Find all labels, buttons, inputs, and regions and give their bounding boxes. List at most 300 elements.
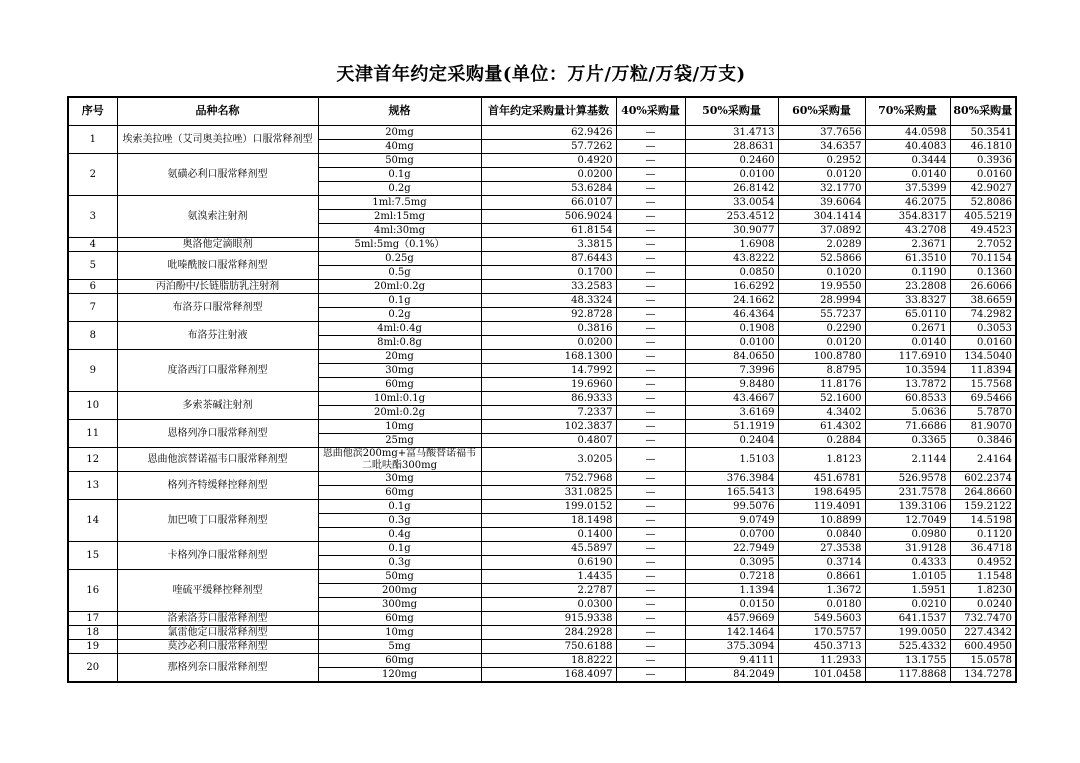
row-index-cell: 16: [68, 570, 117, 612]
pct80-cell: 602.2374: [950, 472, 1016, 486]
base-qty-cell: 0.0300: [481, 598, 616, 612]
base-qty-cell: 62.9426: [481, 126, 616, 140]
pct40-cell: —: [616, 654, 685, 668]
spec-cell: 0.2g: [318, 182, 481, 196]
row-index-cell: 18: [68, 626, 117, 640]
header-cell-pct50: 50%采购量: [685, 97, 778, 126]
spec-cell: 20ml:0.2g: [318, 406, 481, 420]
pct70-cell: 23.2808: [865, 280, 950, 294]
spec-cell: 2ml:15mg: [318, 210, 481, 224]
base-qty-cell: 33.2583: [481, 280, 616, 294]
pct40-cell: —: [616, 584, 685, 598]
pct70-cell: 526.9578: [865, 472, 950, 486]
spec-cell: 200mg: [318, 584, 481, 598]
base-qty-cell: 61.8154: [481, 224, 616, 238]
row-index-cell: 19: [68, 640, 117, 654]
pct40-cell: —: [616, 350, 685, 364]
row-index-cell: 8: [68, 322, 117, 350]
header-cell-drug-name: 品种名称: [117, 97, 318, 126]
pct50-cell: 375.3094: [685, 640, 778, 654]
pct60-cell: 10.8899: [778, 514, 865, 528]
base-qty-cell: 87.6443: [481, 252, 616, 266]
base-qty-cell: 1.4435: [481, 570, 616, 584]
pct60-cell: 1.3672: [778, 584, 865, 598]
spec-cell: 0.3g: [318, 514, 481, 528]
spec-cell: 1ml:7.5mg: [318, 196, 481, 210]
pct80-cell: 69.5466: [950, 392, 1016, 406]
spec-cell: 25mg: [318, 434, 481, 448]
table-row: [68, 626, 1016, 640]
table-row: [68, 392, 1016, 406]
pct50-cell: 165.5413: [685, 486, 778, 500]
pct60-cell: 8.8795: [778, 364, 865, 378]
pct40-cell: —: [616, 640, 685, 654]
pct50-cell: 142.1464: [685, 626, 778, 640]
pct60-cell: 55.7237: [778, 308, 865, 322]
pct50-cell: 1.6908: [685, 238, 778, 252]
pct40-cell: —: [616, 378, 685, 392]
pct70-cell: 231.7578: [865, 486, 950, 500]
base-qty-cell: 0.1700: [481, 266, 616, 280]
base-qty-cell: 915.9338: [481, 612, 616, 626]
pct80-cell: 50.3541: [950, 126, 1016, 140]
pct60-cell: 52.5866: [778, 252, 865, 266]
pct80-cell: 2.4164: [950, 448, 1016, 472]
base-qty-cell: 18.1498: [481, 514, 616, 528]
pct60-cell: 28.9994: [778, 294, 865, 308]
pct70-cell: 0.2671: [865, 322, 950, 336]
pct60-cell: 101.0458: [778, 668, 865, 683]
drug-name-cell: 卡格列净口服常释剂型: [117, 542, 318, 570]
base-qty-cell: 2.2787: [481, 584, 616, 598]
pct50-cell: 376.3984: [685, 472, 778, 486]
pct40-cell: —: [616, 598, 685, 612]
base-qty-cell: 57.7262: [481, 140, 616, 154]
pct60-cell: 0.0840: [778, 528, 865, 542]
row-index-cell: 6: [68, 280, 117, 294]
pct60-cell: 450.3713: [778, 640, 865, 654]
pct80-cell: 0.3936: [950, 154, 1016, 168]
base-qty-cell: 92.8728: [481, 308, 616, 322]
pct40-cell: —: [616, 406, 685, 420]
pct50-cell: 0.2460: [685, 154, 778, 168]
pct80-cell: 36.4718: [950, 542, 1016, 556]
drug-name-cell: 恩格列净口服常释剂型: [117, 420, 318, 448]
table-row: [68, 252, 1016, 266]
pct50-cell: 43.4667: [685, 392, 778, 406]
pct50-cell: 457.9669: [685, 612, 778, 626]
pct80-cell: 81.9070: [950, 420, 1016, 434]
base-qty-cell: 3.3815: [481, 238, 616, 252]
spec-cell: 60mg: [318, 654, 481, 668]
spec-cell: 0.25g: [318, 252, 481, 266]
drug-name-cell: 洛索洛芬口服常释剂型: [117, 612, 318, 626]
pct40-cell: —: [616, 472, 685, 486]
pct70-cell: 44.0598: [865, 126, 950, 140]
row-index-cell: 3: [68, 196, 117, 238]
spec-cell: 50mg: [318, 570, 481, 584]
page-title: 天津首年约定采购量(单位：万片/万粒/万袋/万支): [336, 64, 746, 85]
pct70-cell: 0.0140: [865, 168, 950, 182]
spec-cell: 0.2g: [318, 308, 481, 322]
pct80-cell: 0.4952: [950, 556, 1016, 570]
spec-cell: 20mg: [318, 126, 481, 140]
pct80-cell: 264.8660: [950, 486, 1016, 500]
pct50-cell: 0.1908: [685, 322, 778, 336]
base-qty-cell: 199.0152: [481, 500, 616, 514]
pct70-cell: 43.2708: [865, 224, 950, 238]
pct60-cell: 451.6781: [778, 472, 865, 486]
table-row: [68, 570, 1016, 584]
pct50-cell: 33.0054: [685, 196, 778, 210]
table-row: [68, 542, 1016, 556]
pct70-cell: 46.2075: [865, 196, 950, 210]
row-index-cell: 4: [68, 238, 117, 252]
pct60-cell: 304.1414: [778, 210, 865, 224]
pct40-cell: —: [616, 626, 685, 640]
drug-name-cell: 氨溴索注射剂: [117, 196, 318, 238]
base-qty-cell: 0.3816: [481, 322, 616, 336]
drug-name-cell: 氯雷他定口服常释剂型: [117, 626, 318, 640]
pct80-cell: 0.0160: [950, 336, 1016, 350]
pct70-cell: 5.0636: [865, 406, 950, 420]
base-qty-cell: 0.6190: [481, 556, 616, 570]
pct80-cell: 49.4523: [950, 224, 1016, 238]
base-qty-cell: 168.4097: [481, 668, 616, 683]
spec-cell: 10mg: [318, 420, 481, 434]
pct70-cell: 1.0105: [865, 570, 950, 584]
drug-name-cell: 布洛芬口服常释剂型: [117, 294, 318, 322]
pct70-cell: 65.0110: [865, 308, 950, 322]
pct40-cell: —: [616, 294, 685, 308]
pct40-cell: —: [616, 486, 685, 500]
pct40-cell: —: [616, 210, 685, 224]
table-row: [68, 154, 1016, 168]
pct50-cell: 0.0100: [685, 336, 778, 350]
pct60-cell: 32.1770: [778, 182, 865, 196]
pct40-cell: —: [616, 668, 685, 683]
pct80-cell: 1.8230: [950, 584, 1016, 598]
pct40-cell: —: [616, 392, 685, 406]
pct50-cell: 43.8222: [685, 252, 778, 266]
pct80-cell: 732.7470: [950, 612, 1016, 626]
header-cell-index: 序号: [68, 97, 117, 126]
spec-cell: 0.1g: [318, 500, 481, 514]
base-qty-cell: 48.3324: [481, 294, 616, 308]
pct40-cell: —: [616, 500, 685, 514]
pct80-cell: 0.1360: [950, 266, 1016, 280]
pct40-cell: —: [616, 182, 685, 196]
pct60-cell: 119.4091: [778, 500, 865, 514]
spec-cell: 4ml:0.4g: [318, 322, 481, 336]
base-qty-cell: 752.7968: [481, 472, 616, 486]
pct70-cell: 71.6686: [865, 420, 950, 434]
row-index-cell: 9: [68, 350, 117, 392]
row-index-cell: 1: [68, 126, 117, 154]
pct50-cell: 26.8142: [685, 182, 778, 196]
header-cell-pct70: 70%采购量: [865, 97, 950, 126]
pct40-cell: —: [616, 448, 685, 472]
pct50-cell: 84.2049: [685, 668, 778, 683]
pct50-cell: 7.3996: [685, 364, 778, 378]
pct50-cell: 0.7218: [685, 570, 778, 584]
pct40-cell: —: [616, 570, 685, 584]
base-qty-cell: 0.1400: [481, 528, 616, 542]
pct40-cell: —: [616, 364, 685, 378]
drug-name-cell: 加巴喷丁口服常释剂型: [117, 500, 318, 542]
pct50-cell: 0.0150: [685, 598, 778, 612]
pct40-cell: —: [616, 252, 685, 266]
drug-name-cell: 奥洛他定滴眼剂: [117, 238, 318, 252]
pct70-cell: 37.5399: [865, 182, 950, 196]
row-index-cell: 15: [68, 542, 117, 570]
pct60-cell: 27.3538: [778, 542, 865, 556]
pct50-cell: 9.4111: [685, 654, 778, 668]
pct60-cell: 39.6064: [778, 196, 865, 210]
pct50-cell: 0.0700: [685, 528, 778, 542]
base-qty-cell: 18.8222: [481, 654, 616, 668]
pct70-cell: 0.0210: [865, 598, 950, 612]
pct60-cell: 0.0120: [778, 168, 865, 182]
spec-cell: 5ml:5mg（0.1%）: [318, 238, 481, 252]
row-index-cell: 14: [68, 500, 117, 542]
pct50-cell: 28.8631: [685, 140, 778, 154]
pct70-cell: 0.3365: [865, 434, 950, 448]
pct80-cell: 1.1548: [950, 570, 1016, 584]
pct80-cell: 70.1154: [950, 252, 1016, 266]
header-cell-spec: 规格: [318, 97, 481, 126]
pct80-cell: 134.5040: [950, 350, 1016, 364]
pct50-cell: 84.0650: [685, 350, 778, 364]
pct70-cell: 12.7049: [865, 514, 950, 528]
pct40-cell: —: [616, 140, 685, 154]
drug-name-cell: 格列齐特缓释控释剂型: [117, 472, 318, 500]
table-row: [68, 500, 1016, 514]
pct50-cell: 0.3095: [685, 556, 778, 570]
base-qty-cell: 19.6960: [481, 378, 616, 392]
spec-cell: 60mg: [318, 378, 481, 392]
base-qty-cell: 168.1300: [481, 350, 616, 364]
pct60-cell: 549.5603: [778, 612, 865, 626]
table-row: [68, 654, 1016, 668]
base-qty-cell: 0.0200: [481, 336, 616, 350]
pct80-cell: 26.6066: [950, 280, 1016, 294]
pct40-cell: —: [616, 154, 685, 168]
pct70-cell: 31.9128: [865, 542, 950, 556]
pct70-cell: 0.0980: [865, 528, 950, 542]
pct80-cell: 159.2122: [950, 500, 1016, 514]
pct40-cell: —: [616, 308, 685, 322]
row-index-cell: 10: [68, 392, 117, 420]
pct80-cell: 15.0578: [950, 654, 1016, 668]
base-qty-cell: 3.0205: [481, 448, 616, 472]
base-qty-cell: 0.4920: [481, 154, 616, 168]
pct70-cell: 525.4332: [865, 640, 950, 654]
pct70-cell: 13.7872: [865, 378, 950, 392]
pct80-cell: 5.7870: [950, 406, 1016, 420]
table-row: [68, 280, 1016, 294]
pct50-cell: 30.9077: [685, 224, 778, 238]
pct40-cell: —: [616, 196, 685, 210]
pct50-cell: 0.2404: [685, 434, 778, 448]
pct70-cell: 10.3594: [865, 364, 950, 378]
pct50-cell: 1.1394: [685, 584, 778, 598]
pct70-cell: 0.1190: [865, 266, 950, 280]
spec-cell: 40mg: [318, 140, 481, 154]
pct50-cell: 51.1919: [685, 420, 778, 434]
spec-cell: 20mg: [318, 350, 481, 364]
pct40-cell: —: [616, 542, 685, 556]
header-cell-pct80: 80%采购量: [950, 97, 1016, 126]
base-qty-cell: 102.3837: [481, 420, 616, 434]
pct50-cell: 3.6169: [685, 406, 778, 420]
table-row: [68, 640, 1016, 654]
pct70-cell: 2.3671: [865, 238, 950, 252]
pct60-cell: 61.4302: [778, 420, 865, 434]
table-header-row: [68, 97, 1016, 126]
pct50-cell: 1.5103: [685, 448, 778, 472]
spec-cell: 30mg: [318, 364, 481, 378]
spec-cell: 5mg: [318, 640, 481, 654]
table-row: [68, 294, 1016, 308]
pct60-cell: 37.7656: [778, 126, 865, 140]
pct70-cell: 13.1755: [865, 654, 950, 668]
spec-cell: 0.5g: [318, 266, 481, 280]
table-row: [68, 420, 1016, 434]
base-qty-cell: 53.6284: [481, 182, 616, 196]
drug-name-cell: 那格列奈口服常释剂型: [117, 654, 318, 683]
spec-cell: 8ml:0.8g: [318, 336, 481, 350]
pct40-cell: —: [616, 266, 685, 280]
spec-cell: 恩曲他滨200mg+富马酸替诺福韦二吡呋酯300mg: [318, 448, 481, 472]
pct80-cell: 405.5219: [950, 210, 1016, 224]
base-qty-cell: 45.5897: [481, 542, 616, 556]
pct40-cell: —: [616, 280, 685, 294]
pct40-cell: —: [616, 514, 685, 528]
pct50-cell: 0.0100: [685, 168, 778, 182]
pct80-cell: 227.4342: [950, 626, 1016, 640]
base-qty-cell: 750.6188: [481, 640, 616, 654]
pct70-cell: 641.1537: [865, 612, 950, 626]
row-index-cell: 5: [68, 252, 117, 280]
base-qty-cell: 14.7992: [481, 364, 616, 378]
pct60-cell: 11.8176: [778, 378, 865, 392]
spec-cell: 10ml:0.1g: [318, 392, 481, 406]
pct40-cell: —: [616, 224, 685, 238]
row-index-cell: 17: [68, 612, 117, 626]
pct50-cell: 0.0850: [685, 266, 778, 280]
spec-cell: 50mg: [318, 154, 481, 168]
drug-name-cell: 埃索美拉唑（艾司奥美拉唑）口服常释剂型: [117, 126, 318, 154]
pct50-cell: 31.4713: [685, 126, 778, 140]
drug-name-cell: 度洛西汀口服常释剂型: [117, 350, 318, 392]
spec-cell: 0.1g: [318, 542, 481, 556]
pct70-cell: 33.8327: [865, 294, 950, 308]
base-qty-cell: 7.2337: [481, 406, 616, 420]
base-qty-cell: 0.4807: [481, 434, 616, 448]
spec-cell: 300mg: [318, 598, 481, 612]
pct80-cell: 38.6659: [950, 294, 1016, 308]
pct60-cell: 0.2290: [778, 322, 865, 336]
pct60-cell: 0.0120: [778, 336, 865, 350]
pct70-cell: 0.4333: [865, 556, 950, 570]
pct50-cell: 24.1662: [685, 294, 778, 308]
pct50-cell: 9.8480: [685, 378, 778, 392]
pct60-cell: 0.8661: [778, 570, 865, 584]
pct40-cell: —: [616, 420, 685, 434]
pct60-cell: 100.8780: [778, 350, 865, 364]
pct60-cell: 2.0289: [778, 238, 865, 252]
row-index-cell: 2: [68, 154, 117, 196]
table-row: [68, 612, 1016, 626]
row-index-cell: 7: [68, 294, 117, 322]
spec-cell: 60mg: [318, 612, 481, 626]
pct80-cell: 0.0240: [950, 598, 1016, 612]
pct60-cell: 37.0892: [778, 224, 865, 238]
pct60-cell: 1.8123: [778, 448, 865, 472]
drug-name-cell: 丙泊酚中/长链脂肪乳注射剂: [117, 280, 318, 294]
row-index-cell: 12: [68, 448, 117, 472]
pct80-cell: 0.3846: [950, 434, 1016, 448]
spec-cell: 0.1g: [318, 168, 481, 182]
table-row: [68, 126, 1016, 140]
pct60-cell: 0.2884: [778, 434, 865, 448]
pct60-cell: 11.2933: [778, 654, 865, 668]
pct70-cell: 1.5951: [865, 584, 950, 598]
pct50-cell: 253.4512: [685, 210, 778, 224]
pct80-cell: 134.7278: [950, 668, 1016, 683]
pct60-cell: 0.3714: [778, 556, 865, 570]
spec-cell: 10mg: [318, 626, 481, 640]
spec-cell: 0.4g: [318, 528, 481, 542]
pct80-cell: 0.3053: [950, 322, 1016, 336]
table-row: [68, 350, 1016, 364]
pct80-cell: 600.4950: [950, 640, 1016, 654]
pct70-cell: 354.8317: [865, 210, 950, 224]
base-qty-cell: 0.0200: [481, 168, 616, 182]
pct80-cell: 46.1810: [950, 140, 1016, 154]
pct80-cell: 42.9027: [950, 182, 1016, 196]
spec-cell: 120mg: [318, 668, 481, 683]
table-row: [68, 196, 1016, 210]
pct70-cell: 61.3510: [865, 252, 950, 266]
pct60-cell: 170.5757: [778, 626, 865, 640]
drug-name-cell: 恩曲他滨替诺福韦口服常释剂型: [117, 448, 318, 472]
drug-name-cell: 布洛芬注射液: [117, 322, 318, 350]
table-row: [68, 448, 1016, 472]
pct40-cell: —: [616, 528, 685, 542]
pct40-cell: —: [616, 322, 685, 336]
pct50-cell: 16.6292: [685, 280, 778, 294]
pct80-cell: 15.7568: [950, 378, 1016, 392]
pct60-cell: 0.1020: [778, 266, 865, 280]
header-cell-pct60: 60%采购量: [778, 97, 865, 126]
drug-name-cell: 吡嗪酰胺口服常释剂型: [117, 252, 318, 280]
pct70-cell: 139.3106: [865, 500, 950, 514]
base-qty-cell: 506.9024: [481, 210, 616, 224]
pct40-cell: —: [616, 168, 685, 182]
pct50-cell: 46.4364: [685, 308, 778, 322]
pct60-cell: 52.1600: [778, 392, 865, 406]
pct80-cell: 0.0160: [950, 168, 1016, 182]
row-index-cell: 20: [68, 654, 117, 683]
table-row: [68, 472, 1016, 486]
drug-name-cell: 多索茶碱注射剂: [117, 392, 318, 420]
spec-cell: 60mg: [318, 486, 481, 500]
base-qty-cell: 331.0825: [481, 486, 616, 500]
pct80-cell: 52.8086: [950, 196, 1016, 210]
spec-cell: 30mg: [318, 472, 481, 486]
